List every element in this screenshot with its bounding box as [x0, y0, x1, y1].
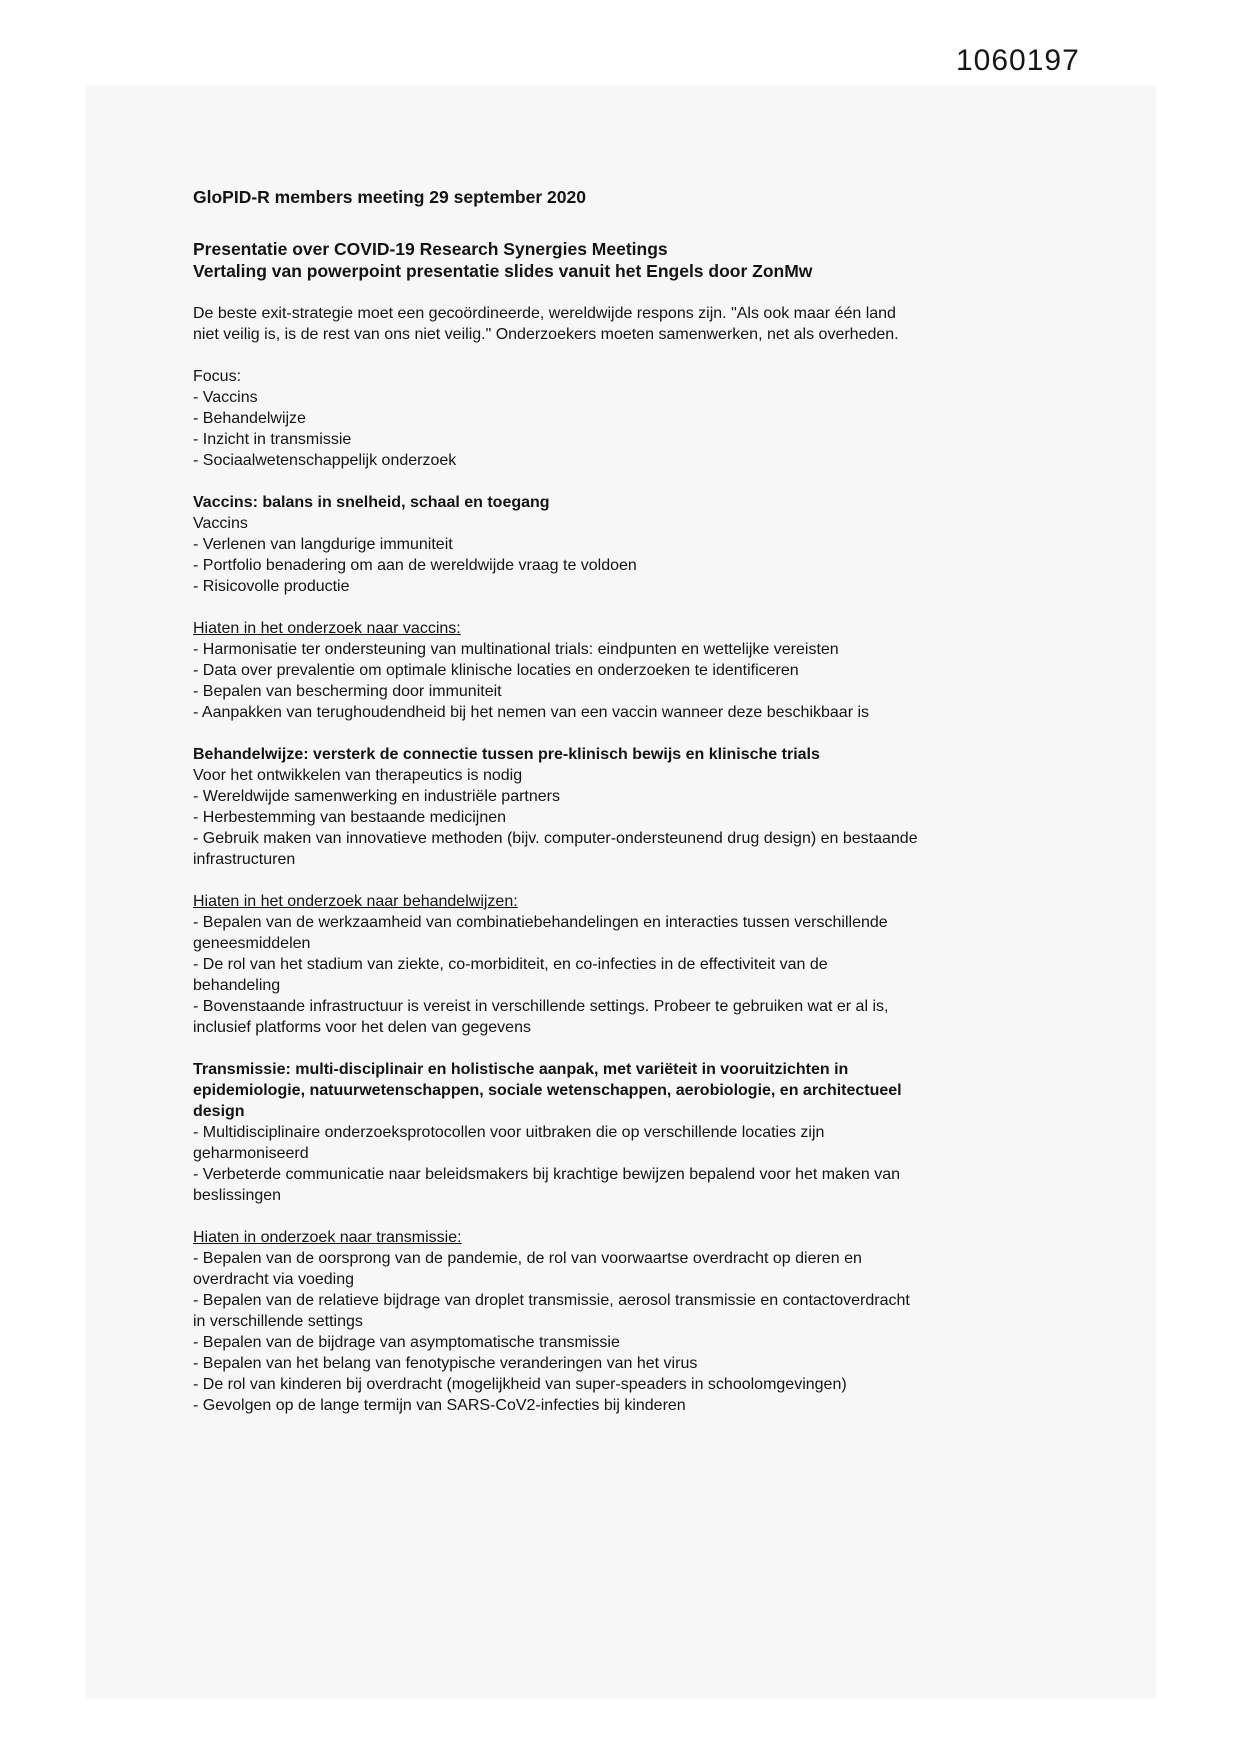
section-line: - Multidisciplinaire onderzoeksprotocollen voor uitbraken die op verschillende locaties zijn: [193, 1124, 825, 1141]
intro-line: niet veilig is, is de rest van ons niet veilig." Onderzoekers moeten samenwerken, net als overheden.: [193, 326, 899, 343]
section-line: - Bepalen van de bijdrage van asymptomatische transmissie: [193, 1334, 620, 1351]
section-line: infrastructuren: [193, 851, 296, 868]
focus-item: - Inzicht in transmissie: [193, 431, 352, 448]
section-line: - De rol van kinderen bij overdracht (mogelijkheid van super-speaders in schoolomgevingen): [193, 1376, 847, 1393]
section-hiaten-transmissie: [193, 1227, 1163, 1416]
focus-list: [193, 366, 1163, 471]
section-heading: Hiaten in onderzoek naar transmissie:: [193, 1229, 462, 1246]
section-line: - Bepalen van bescherming door immuniteit: [193, 683, 502, 700]
section-line: - Aanpakken van terughoudendheid bij het nemen van een vaccin wanneer deze beschikbaar is: [193, 704, 870, 721]
section-line: inclusief platforms voor het delen van gegevens: [193, 1019, 531, 1036]
section-line: - Bepalen van de relatieve bijdrage van droplet transmissie, aerosol transmissie en contactoverdracht: [193, 1292, 910, 1309]
section-heading: design: [193, 1103, 245, 1120]
section-vaccins: [193, 492, 1163, 597]
presentation-heading-line: Presentatie over COVID-19 Research Synergies Meetings: [193, 239, 668, 259]
section-line: - Data over prevalentie om optimale klinische locaties en onderzoeken te identificeren: [193, 662, 799, 679]
section-heading: Hiaten in het onderzoek naar behandelwijzen:: [193, 893, 518, 910]
focus-item: - Vaccins: [193, 389, 258, 406]
section-hiaten-vaccins: [193, 618, 1163, 723]
section-line: - Portfolio benadering om aan de wereldwijde vraag te voldoen: [193, 557, 637, 574]
section-line: behandeling: [193, 977, 281, 994]
section-line: - Gevolgen op de lange termijn van SARS-CoV2-infecties bij kinderen: [193, 1397, 686, 1414]
intro-line: De beste exit-strategie moet een gecoördineerde, wereldwijde respons zijn. "Als ook maar één land: [193, 305, 896, 322]
document-content: [193, 186, 1163, 1437]
section-line: - Gebruik maken van innovatieve methoden (bijv. computer-ondersteunend drug design) en bestaande: [193, 830, 918, 847]
section-line: beslissingen: [193, 1187, 282, 1204]
section-heading: Vaccins: balans in snelheid, schaal en toegang: [193, 494, 550, 511]
section-line: - Herbestemming van bestaande medicijnen: [193, 809, 507, 826]
section-heading: epidemiologie, natuurwetenschappen, sociale wetenschappen, aerobiologie, en architectueel: [193, 1082, 902, 1099]
meeting-title: GloPID-R members meeting 29 september 2020: [193, 187, 586, 207]
section-line: in verschillende settings: [193, 1313, 363, 1330]
section-heading: Behandelwijze: versterk de connectie tussen pre-klinisch bewijs en klinische trials: [193, 746, 820, 763]
focus-label: Focus:: [193, 368, 242, 385]
section-line: - Wereldwijde samenwerking en industriële partners: [193, 788, 560, 805]
section-heading: Hiaten in het onderzoek naar vaccins:: [193, 620, 461, 637]
focus-item: - Sociaalwetenschappelijk onderzoek: [193, 452, 457, 469]
section-line: - Verbeterde communicatie naar beleidsmakers bij krachtige bewijzen bepalend voor het maken van: [193, 1166, 901, 1183]
section-line: geneesmiddelen: [193, 935, 311, 952]
section-hiaten-behandelwijzen: [193, 891, 1163, 1038]
focus-item: - Behandelwijze: [193, 410, 306, 427]
section-line: - Bepalen van de werkzaamheid van combinatiebehandelingen en interacties tussen verschillende: [193, 914, 888, 931]
presentation-heading-line: Vertaling van powerpoint presentatie slides vanuit het Engels door ZonMw: [193, 261, 813, 281]
section-line: Vaccins: [193, 515, 248, 532]
section-line: - Harmonisatie ter ondersteuning van multinational trials: eindpunten en wettelijke vereisten: [193, 641, 839, 658]
section-behandelwijze: [193, 744, 1163, 870]
section-transmissie: [193, 1059, 1163, 1206]
section-line: - Verlenen van langdurige immuniteit: [193, 536, 453, 553]
section-line: Voor het ontwikkelen van therapeutics is nodig: [193, 767, 523, 784]
section-line: - Risicovolle productie: [193, 578, 350, 595]
presentation-heading: [193, 238, 1163, 282]
intro-paragraph: [193, 303, 1163, 345]
section-line: - De rol van het stadium van ziekte, co-morbiditeit, en co-infecties in de effectiviteit van de: [193, 956, 828, 973]
section-line: overdracht via voeding: [193, 1271, 354, 1288]
section-line: - Bepalen van de oorsprong van de pandemie, de rol van voorwaartse overdracht op dieren en: [193, 1250, 862, 1267]
document-number: 1060197: [956, 44, 1080, 77]
section-line: geharmoniseerd: [193, 1145, 309, 1162]
section-line: - Bovenstaande infrastructuur is vereist in verschillende settings. Probeer te gebruiken wat er al is,: [193, 998, 889, 1015]
section-heading: Transmissie: multi-disciplinair en holistische aanpak, met variëteit in vooruitzichten in: [193, 1061, 849, 1078]
section-line: - Bepalen van het belang van fenotypische veranderingen van het virus: [193, 1355, 698, 1372]
